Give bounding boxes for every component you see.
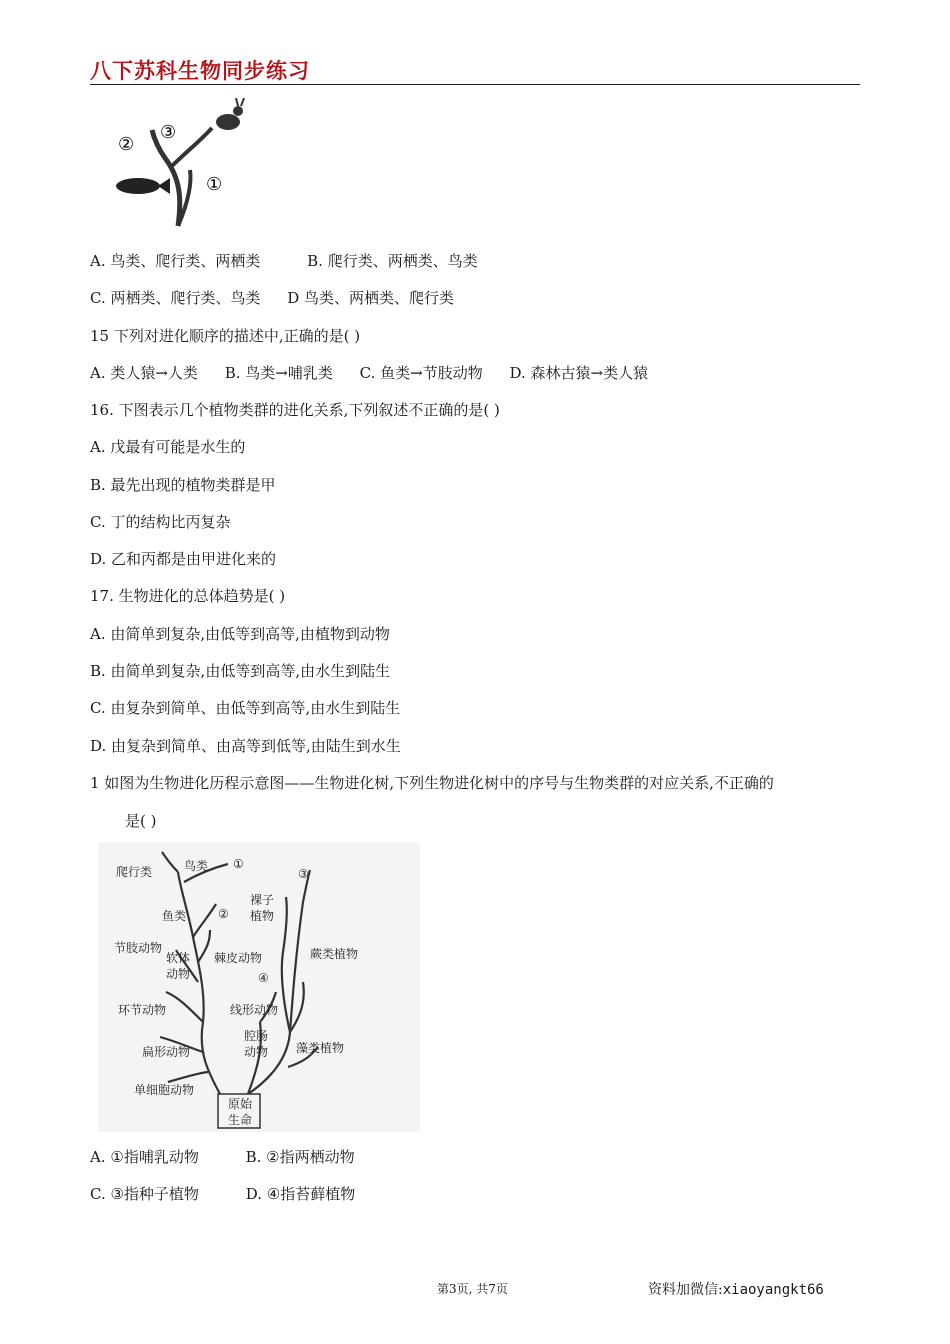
q17-option-c: C. 由复杂到简单、由低等到高等,由水生到陆生 xyxy=(90,699,401,717)
q14-option-b: B. 爬行类、两栖类、鸟类 xyxy=(307,252,478,270)
q17-option-b: B. 由简单到复杂,由低等到高等,由水生到陆生 xyxy=(90,662,391,680)
q18-stem-line1: 1 如图为生物进化历程示意图——生物进化树,下列生物进化树中的序号与生物类群的对应关系,不正确的 xyxy=(90,774,774,792)
q15-options xyxy=(90,362,648,383)
tree-label-yuanshi2: 生命 xyxy=(228,1113,253,1127)
q14-option-d: D 鸟类、两栖类、爬行类 xyxy=(287,289,455,307)
fig1-label-2: ② xyxy=(118,134,135,155)
tree-label-zao: 藻类植物 xyxy=(296,1041,345,1055)
tree-label-niao: 鸟类 xyxy=(184,859,209,873)
q18-option-b: B. ②指两栖动物 xyxy=(245,1148,355,1166)
evolution-branch-figure xyxy=(110,98,270,233)
footer-contact xyxy=(648,1279,824,1299)
footer-contact-label: 资料加微信: xyxy=(648,1282,723,1298)
q15-option-b: B. 鸟类→哺乳类 xyxy=(224,364,333,382)
q15-option-d: D. 森林古猿→类人猿 xyxy=(509,364,649,382)
tree-label-jipi: 棘皮动物 xyxy=(214,951,263,965)
tree-label-danxibao: 单细胞动物 xyxy=(134,1083,195,1097)
tree-label-xianxing: 线形动物 xyxy=(230,1003,279,1017)
q18-option-c: C. ③指种子植物 xyxy=(90,1185,199,1203)
tree-label-jue: 蕨类植物 xyxy=(310,947,359,961)
tree-label-bianxing: 扁形动物 xyxy=(142,1045,191,1059)
q16-stem: 16. 下图表示几个植物类群的进化关系,下列叙述不正确的是( ) xyxy=(90,401,500,419)
tree-label-jiezhi: 节肢动物 xyxy=(114,941,163,955)
q18-options-row2 xyxy=(90,1183,355,1204)
rabbit-icon xyxy=(216,114,240,130)
q16-option-d: D. 乙和丙都是由甲进化来的 xyxy=(90,550,277,568)
tree-label-2: ② xyxy=(218,907,229,921)
q16-option-b: B. 最先出现的植物类群是甲 xyxy=(90,476,276,494)
tree-label-huanjie: 环节动物 xyxy=(118,1003,167,1017)
tree-label-yu: 鱼类 xyxy=(162,909,187,923)
page-header-title: 八下苏科生物同步练习 xyxy=(90,59,310,83)
tree-label-luozi1: 裸子 xyxy=(250,893,275,907)
tree-label-ruanti2: 动物 xyxy=(166,967,191,981)
q15-stem: 15 下列对进化顺序的描述中,正确的是( ) xyxy=(90,327,361,345)
evolution-tree-figure xyxy=(98,842,420,1132)
tree-label-luozi2: 植物 xyxy=(250,909,275,923)
q17-stem: 17. 生物进化的总体趋势是( ) xyxy=(90,587,286,605)
q16-option-c: C. 丁的结构比丙复杂 xyxy=(90,513,231,531)
q15-option-c: C. 鱼类→节肢动物 xyxy=(359,364,483,382)
q14-option-a: A. 鸟类、爬行类、两栖类 xyxy=(90,252,261,270)
tree-label-qiangchang2: 动物 xyxy=(244,1045,269,1059)
tree-label-pachong: 爬行类 xyxy=(116,865,153,879)
footer-contact-id: xiaoyangkt66 xyxy=(722,1282,824,1298)
header-divider xyxy=(90,84,860,85)
q14-options-row1 xyxy=(90,250,478,271)
q18-option-d: D. ④指苔藓植物 xyxy=(245,1185,356,1203)
q18-option-a: A. ①指哺乳动物 xyxy=(90,1148,199,1166)
fish-icon xyxy=(116,178,160,194)
q14-options-row2 xyxy=(90,287,454,308)
page-number: 第3页, 共7页 xyxy=(437,1282,508,1296)
q16-option-a: A. 戊最有可能是水生的 xyxy=(90,438,246,456)
q18-options-row1 xyxy=(90,1146,355,1167)
q15-option-a: A. 类人猿→人类 xyxy=(90,364,198,382)
q17-option-a: A. 由简单到复杂,由低等到高等,由植物到动物 xyxy=(90,625,390,643)
tree-label-1: ① xyxy=(233,857,244,871)
tree-label-ruanti1: 软体 xyxy=(166,951,191,965)
q14-option-c: C. 两栖类、爬行类、鸟类 xyxy=(90,289,261,307)
tree-label-3: ③ xyxy=(298,867,309,881)
tree-label-4: ④ xyxy=(258,971,269,985)
tree-label-qiangchang1: 腔肠 xyxy=(244,1029,269,1043)
fig1-label-3: ③ xyxy=(160,122,177,143)
q18-stem-line2: 是( ) xyxy=(125,812,157,830)
q17-option-d: D. 由复杂到简单、由高等到低等,由陆生到水生 xyxy=(90,737,401,755)
fig1-label-1: ① xyxy=(206,174,223,195)
tree-label-yuanshi1: 原始 xyxy=(228,1097,253,1111)
